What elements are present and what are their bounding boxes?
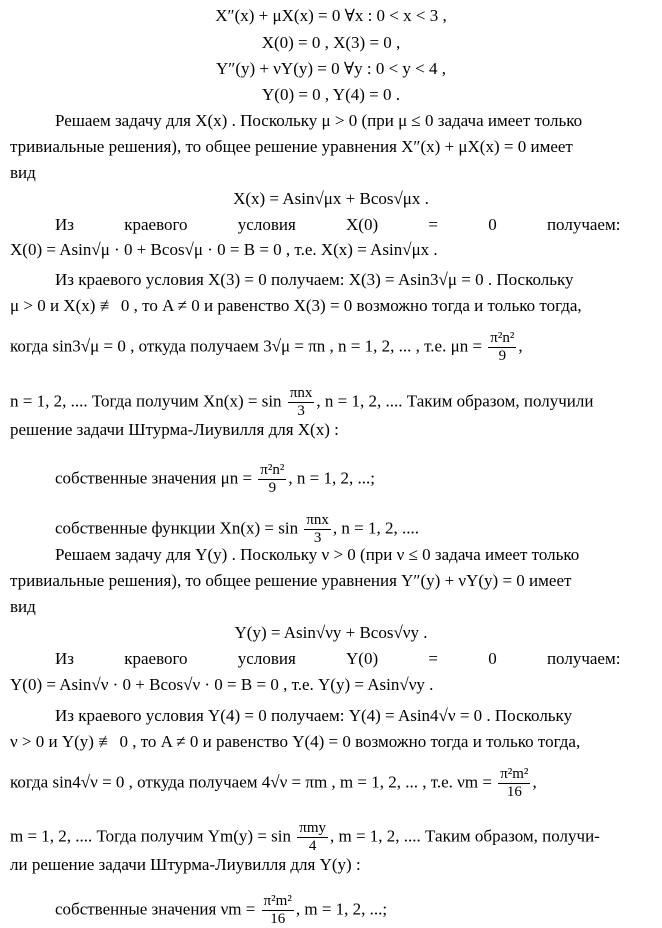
mu-n-numerator: π²n²	[490, 330, 515, 346]
equation-y-bc: Y(0) = 0 , Y(4) = 0 .	[262, 85, 400, 104]
xn-numerator: πnx	[289, 385, 313, 401]
eigenfunctions-x-numerator: πnx	[306, 512, 329, 528]
bc-x0-line-1: Из краевого условия X(0) = 0 получаем:	[55, 215, 621, 234]
paragraph-y-line-3: вид	[10, 597, 36, 616]
paragraph-x-line-3: вид	[10, 163, 36, 182]
general-solution-y: Y(y) = Asin√νy + Bcos√νy .	[234, 623, 428, 642]
paragraph-x-line-1: Решаем задачу для X(x) . Поскольку μ > 0 (при μ ≤ 0 задача имеет только	[55, 111, 583, 130]
eigenvalues-y	[10, 893, 652, 928]
paragraph-y-line-1: Решаем задачу для Y(y) . Поскольку ν > 0 (при ν ≤ 0 задача имеет только	[55, 545, 580, 564]
eigenvalues-x-numerator: π²n²	[260, 462, 285, 478]
mu-n-fraction	[488, 330, 516, 365]
equation-x-bc: X(0) = 0 , X(3) = 0 ,	[261, 33, 401, 52]
equation-x-ode: X″(x) + μX(x) = 0 ∀x : 0 < x < 3 ,	[215, 6, 447, 25]
bc-y4-line-3-text: когда sin4√ν = 0 , откуда получаем 4√ν = πm , m = 1, 2, ... , т.е. νm =	[10, 772, 492, 792]
ym-denominator: 4	[308, 838, 317, 854]
eigenvalues-x	[10, 462, 652, 497]
ym-numerator: πmy	[299, 820, 326, 836]
sturm-liouville-y: ли решение задачи Штурма-Лиувилля для Y(y) :	[10, 855, 361, 874]
sturm-liouville-x: решение задачи Штурма-Лиувилля для X(x) :	[10, 420, 339, 439]
eigenvalues-y-numerator: π²m²	[263, 893, 292, 909]
nu-m-denominator: 16	[506, 784, 522, 800]
xn-denominator: 3	[297, 403, 305, 419]
xn-line-text-2: , n = 1, 2, .... Таким образом, получили	[316, 391, 594, 411]
general-solution-x: X(x) = Asin√μx + Bcos√μx .	[233, 189, 429, 208]
xn-line-text-1: n = 1, 2, .... Тогда получим Xn(x) = sin	[10, 391, 282, 411]
xn-line	[10, 385, 652, 420]
eigenvalues-y-label: собственные значения νm =	[55, 899, 256, 919]
eigenvalues-y-denominator: 16	[270, 911, 286, 927]
bc-x3-line-2: μ > 0 и X(x) ≢ 0 , то A ≠ 0 и равенство X(3) = 0 возможно тогда и только тогда,	[10, 296, 582, 315]
eigenvalues-x-denominator: 9	[268, 480, 277, 496]
bc-y4-line-2: ν > 0 и Y(y) ≢ 0 , то A ≠ 0 и равенство Y(4) = 0 возможно тогда и только тогда,	[10, 732, 581, 751]
ym-line-text-2: , m = 1, 2, .... Таким образом, получи-	[330, 826, 600, 846]
bc-x3-line-3-text: когда sin3√μ = 0 , откуда получаем 3√μ = πn , n = 1, 2, ... , т.е. μn =	[10, 336, 483, 356]
bc-y4-line-1: Из краевого условия Y(4) = 0 получаем: Y(4) = Asin4√ν = 0 . Поскольку	[55, 706, 573, 725]
ym-fraction	[297, 820, 328, 855]
bc-y0-line-1: Из краевого условия Y(0) = 0 получаем:	[55, 649, 621, 668]
eigenvalues-y-fraction	[262, 893, 294, 928]
bc-x3-line-1: Из краевого условия X(3) = 0 получаем: X(3) = Asin3√μ = 0 . Поскольку	[55, 270, 574, 289]
trailing-comma-2: ,	[532, 772, 537, 792]
eigenvalues-y-tail: , m = 1, 2, ...;	[295, 899, 388, 919]
ym-line-text-1: m = 1, 2, .... Тогда получим Ym(y) = sin	[10, 826, 291, 846]
eigenvalues-x-tail: , n = 1, 2, ...;	[288, 468, 375, 488]
bc-x3-line-3	[10, 330, 652, 365]
paragraph-y-line-2: тривиальные решения), то общее решение уравнения Y″(y) + νY(y) = 0 имеет	[10, 571, 572, 590]
xn-fraction	[288, 385, 315, 420]
eigenvalues-x-fraction	[258, 462, 286, 497]
ym-line	[10, 820, 652, 855]
eigenfunctions-x-fraction	[304, 512, 331, 547]
bc-y0-line-2: Y(0) = Asin√ν · 0 + Bcos√ν · 0 = B = 0 , т.е. Y(y) = Asin√νy .	[10, 675, 434, 694]
eigenfunctions-x-tail: , n = 1, 2, ....	[332, 518, 419, 538]
trailing-comma: ,	[518, 336, 523, 356]
bc-x0-line-2: X(0) = Asin√μ · 0 + Bcos√μ · 0 = B = 0 , т.е. X(x) = Asin√μx .	[10, 240, 438, 259]
nu-m-numerator: π²m²	[500, 766, 529, 782]
mu-n-denominator: 9	[498, 348, 507, 364]
paragraph-x-line-2: тривиальные решения), то общее решение уравнения X″(x) + μX(x) = 0 имеет	[10, 137, 573, 156]
eigenvalues-x-label: собственные значения μn =	[55, 468, 253, 488]
eigenfunctions-x-denominator: 3	[313, 530, 322, 546]
bc-y4-line-3	[10, 766, 652, 801]
eigenfunctions-x-label: собственные функции Xn(x) = sin	[55, 518, 299, 538]
equation-y-ode: Y″(y) + νY(y) = 0 ∀y : 0 < y < 4 ,	[215, 59, 447, 78]
eigenfunctions-x	[10, 512, 652, 547]
nu-m-fraction	[498, 766, 530, 801]
